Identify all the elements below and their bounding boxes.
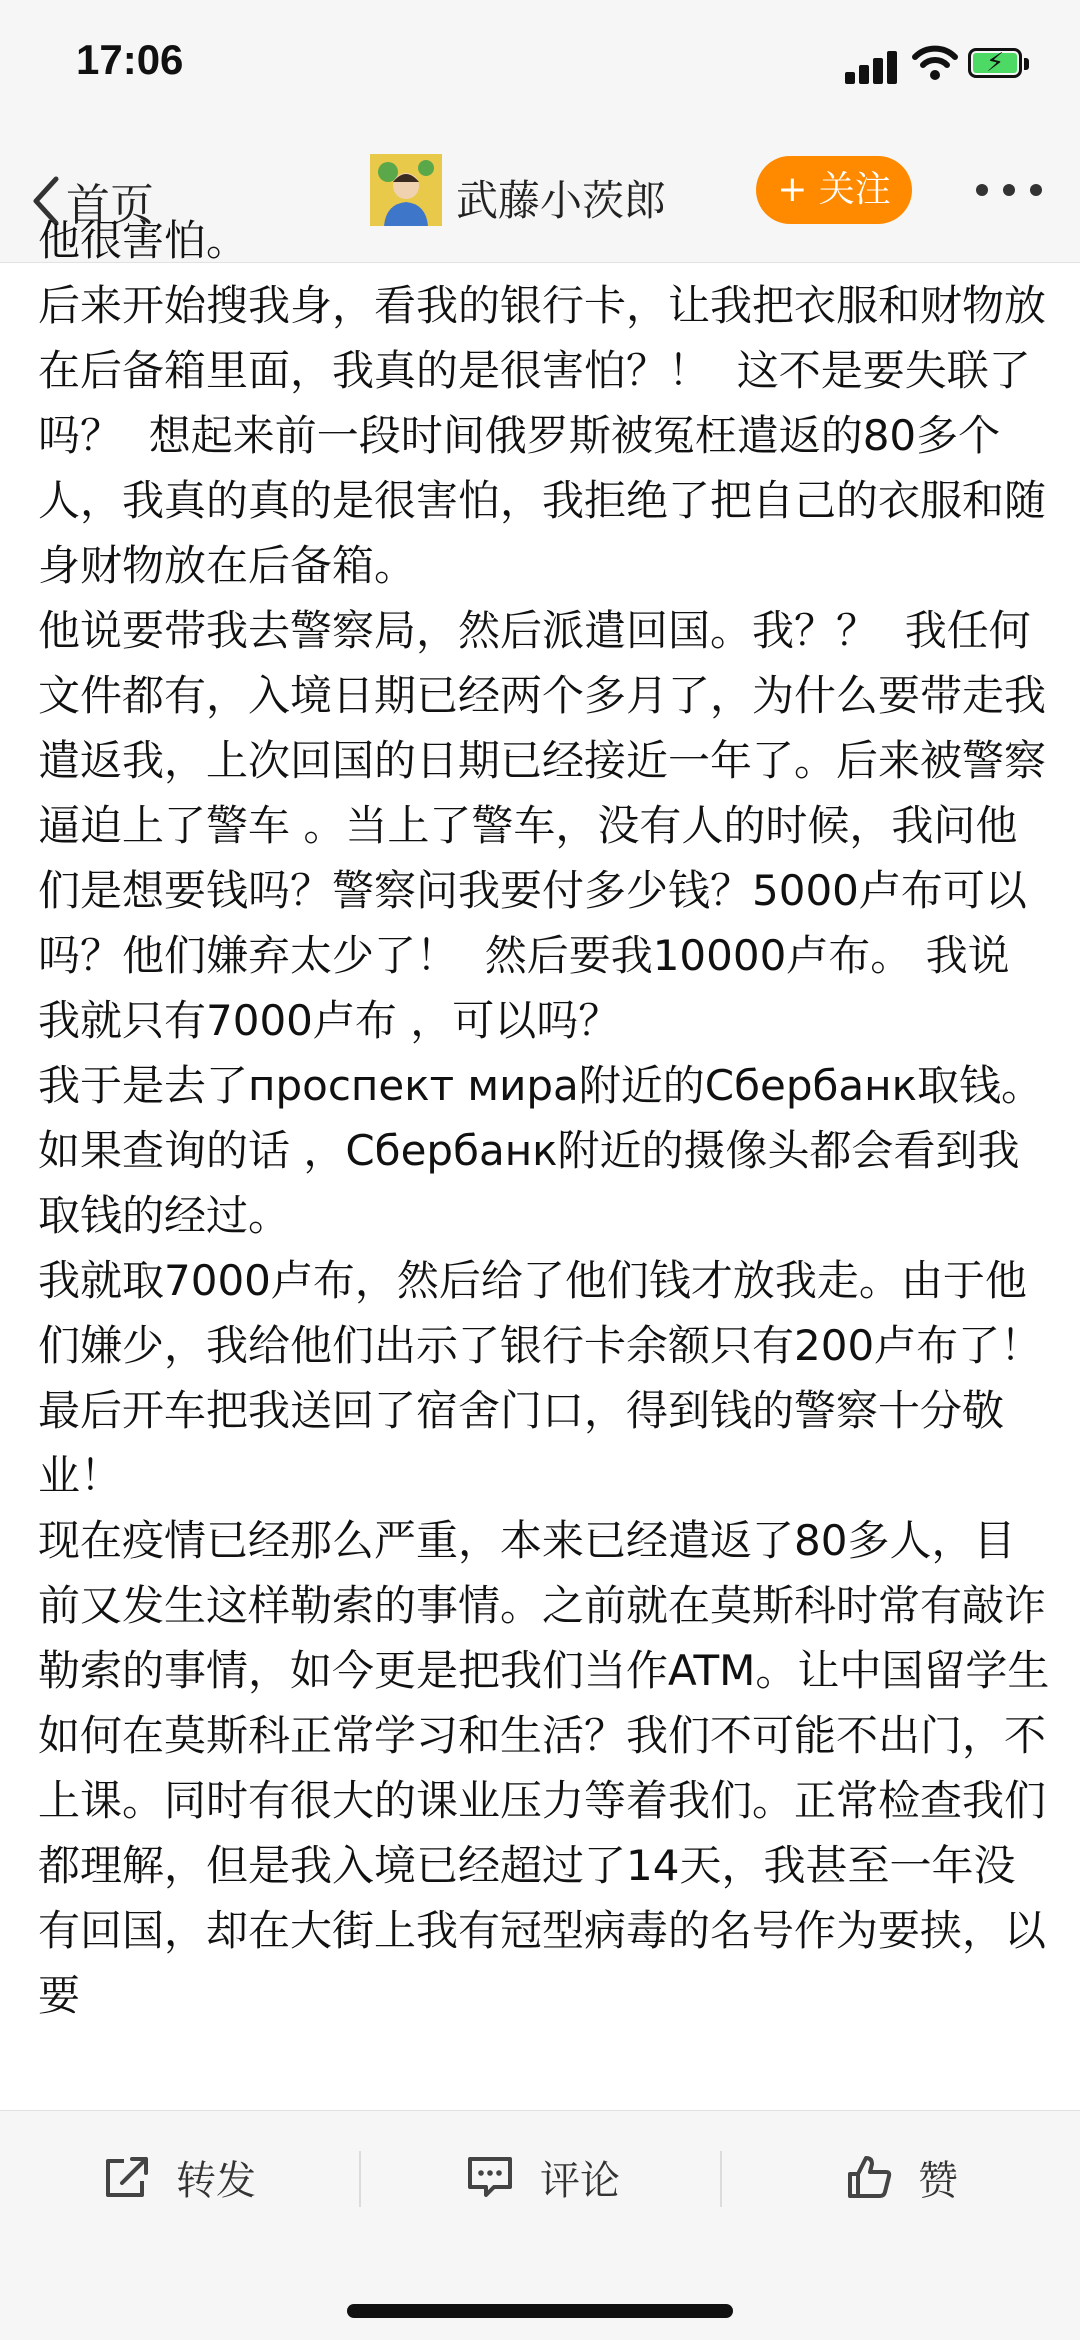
charging-bolt-icon: ⚡ <box>986 48 1005 78</box>
share-icon <box>104 2155 150 2199</box>
comment-button[interactable] <box>466 2147 620 2207</box>
username[interactable]: 武藤小茨郎 <box>456 176 667 225</box>
repost-label: 转发 <box>176 2157 256 2204</box>
follow-button[interactable]: + 关注 <box>756 156 912 224</box>
cellular-signal-icon <box>845 48 899 84</box>
status-bar <box>0 0 1080 140</box>
toolbar-divider <box>359 2151 361 2207</box>
back-label: 首页 <box>66 180 154 231</box>
more-options-icon[interactable] <box>974 178 1044 202</box>
like-button[interactable] <box>846 2147 958 2207</box>
comment-icon <box>466 2155 514 2199</box>
comment-label: 评论 <box>540 2157 620 2204</box>
home-indicator[interactable] <box>347 2304 733 2318</box>
like-label: 赞 <box>918 2157 958 2204</box>
post-content <box>0 216 1080 2110</box>
toolbar-divider <box>720 2151 722 2207</box>
wifi-icon <box>912 44 958 86</box>
status-time: 17:06 <box>76 36 184 83</box>
battery-icon <box>968 48 1030 80</box>
repost-button[interactable] <box>104 2147 256 2207</box>
thumbs-up-icon <box>846 2154 892 2200</box>
post-text: 他很害怕。 后来开始搜我身，看我的银行卡，让我把衣服和财物放在后备箱里面，我真的是很害怕？！ 这不是要失联了吗？ 想起来前一段时间俄罗斯被冤枉遣返的80多个人，我真的真的是很害怕，我拒绝了把自己的衣服和随身财物放在后备箱。 他说要带我去警察局，然后派遣回国。我？？ 我任何文件都有，入境日期已经两个多月了，为什么要带走我遣返我，上次回国的日期已经接近一年了。后来被警察逼迫上了警车 。当上了警车，没有人的时候，我问他们是想要钱吗？警察问我要付多少钱？5000卢布可以吗？他们嫌弃太少了！ 然后要我10000卢布。 我说我就只有7000卢布 ，可以吗？ 我于是去了проспект мира附近的Сбербанк取钱。如果查询的话 ，Сбербанк附近的摄像头都会看到我取钱的经过。 我就取7000卢布，然后给了他们钱才放我走。由于他们嫌少，我给他们出示了银行卡余额只有200卢布了！最后开车把我送回了宿舍门口，得到钱的警察十分敬业！ 现在疫情已经那么严重，本来已经遣返了80多人，目前又发生这样勒索的事情。之前就在莫斯科时常有敲诈勒索的事情，如今更是把我们当作ATM。让中国留学生如何在莫斯科正常学习和生活？我们不可能不出门，不上课。同时有很大的课业压力等着我们。正常检查我们都理解，但是我入境已经超过了14天，我甚至一年没有回国，却在大街上我有冠型病毒的名号作为要挟，以要 <box>38 216 1050 2020</box>
